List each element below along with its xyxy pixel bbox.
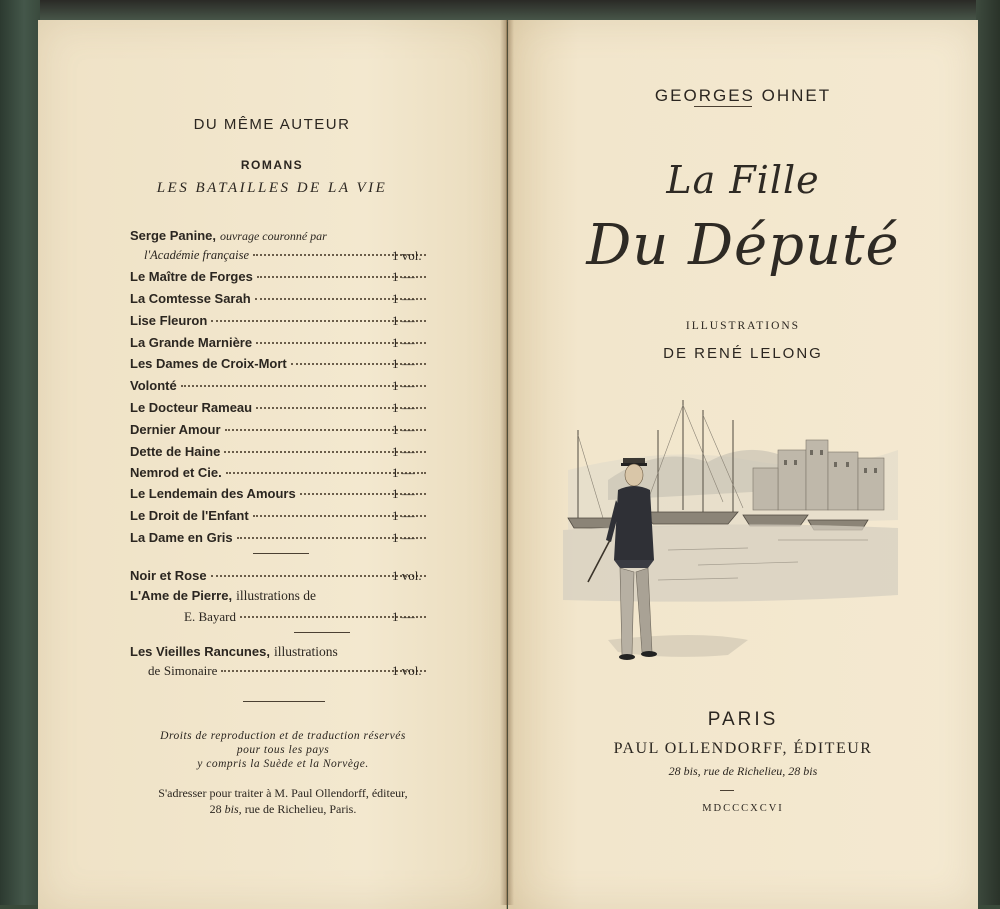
contact-line: S'adresser pour traiter à M. Paul Ollendorff, éditeur, — [158, 786, 408, 800]
author-name: GEORGES OHNET — [654, 86, 832, 105]
book-volumes: 1 — — [392, 291, 415, 306]
book-entry-ame-de-pierre — [130, 588, 430, 608]
divider — [253, 553, 309, 554]
book-title: La Comtesse Sarah — [130, 291, 251, 306]
book-volumes: 1 — — [392, 508, 415, 523]
contact-street: rue de Richelieu, Paris. — [244, 802, 357, 816]
book-title: Nemrod et Cie. — [130, 465, 222, 480]
section-romans: ROMANS — [240, 158, 304, 172]
book-entry — [130, 378, 430, 398]
book-note: illustrations de — [236, 588, 316, 603]
book-volumes: 1 — — [392, 378, 415, 393]
book-volumes: 1 — — [392, 313, 415, 328]
book-title: Le Docteur Rameau — [130, 400, 253, 415]
rights-notice — [98, 729, 468, 771]
rights-line: y compris la Suède et la Norvège. — [197, 758, 369, 770]
book-title: Lise Fleuron — [130, 313, 208, 328]
book-title: Dette de Haine — [130, 444, 221, 459]
leader-dots — [181, 385, 426, 387]
title-line-1: La Fille — [666, 158, 820, 202]
illustrator-name: Simonaire — [163, 663, 218, 678]
book-cover-right — [976, 0, 1000, 905]
book-volumes: 1 — — [392, 530, 415, 545]
book-note: l'Académie française — [144, 248, 250, 262]
book-volumes: 1 vol. — [392, 248, 422, 263]
book-title: Le Droit de l'Enfant — [130, 508, 249, 523]
book-entry — [130, 291, 430, 311]
publication-year: MDCCCXCVI — [702, 803, 784, 814]
book-entry — [130, 486, 430, 506]
book-entry — [130, 508, 430, 528]
book-entry — [130, 422, 430, 442]
book-entry-noir-et-rose — [130, 568, 430, 588]
book-note: illustrations — [273, 644, 338, 659]
book-entry — [130, 356, 430, 376]
right-page — [508, 20, 978, 909]
book-entry — [130, 530, 430, 550]
book-title: Noir et Rose — [130, 568, 207, 583]
contact-notice — [98, 785, 468, 817]
book-title: Volonté — [130, 378, 177, 393]
book-title: Le Maître de Forges — [130, 269, 253, 284]
book-entry — [130, 400, 430, 420]
book-entry — [130, 313, 430, 333]
book-volumes: 1 — — [392, 335, 415, 350]
book-title: Le Lendemain des Amours — [130, 486, 296, 501]
book-list — [38, 20, 506, 720]
publication-city: PARIS — [707, 709, 779, 730]
book-title: Les Dames de Croix-Mort — [130, 356, 287, 371]
contact-bis: bis, — [224, 802, 242, 816]
illustrations-label: ILLUSTRATIONS — [685, 320, 801, 332]
book-entry — [130, 465, 430, 485]
book-entry-serge-panine-line2 — [144, 248, 430, 268]
book-entry-serge-panine — [130, 228, 430, 248]
illustrator-credit: DE RENÉ LELONG — [663, 345, 823, 362]
book-title: Les Vieilles Rancunes, — [130, 644, 270, 659]
book-entry-vieilles-rancunes — [130, 644, 430, 664]
book-volumes: 1 — — [392, 486, 415, 501]
book-volumes: 1 vol. — [392, 663, 422, 678]
divider — [243, 701, 325, 702]
title-line-2: Du Député — [586, 213, 900, 278]
book-volumes: 1 — — [392, 609, 415, 624]
book-entry-ame-de-pierre-line2 — [184, 609, 430, 629]
book-volumes: 1 — — [392, 269, 415, 284]
book-title: Dernier Amour — [130, 422, 221, 437]
book-cover-left — [0, 0, 40, 905]
book-title: La Dame en Gris — [130, 530, 233, 545]
book-cover-top — [0, 0, 1000, 22]
divider — [294, 632, 350, 633]
series-title: LES BATAILLES DE LA VIE — [156, 180, 388, 196]
book-entry — [130, 335, 430, 355]
contact-line — [98, 801, 468, 817]
book-title: Serge Panine, — [130, 228, 216, 243]
book-title: L'Ame de Pierre, — [130, 588, 233, 603]
rights-line: pour tous les pays — [236, 744, 330, 756]
illustrator-name: E. Bayard — [184, 609, 236, 624]
rights-line: Droits de reproduction et de traduction réservés — [160, 730, 406, 742]
frontispiece-illustration — [548, 390, 908, 690]
book-entry-vieilles-rancunes-line2 — [148, 663, 430, 683]
book-title: La Grande Marnière — [130, 335, 253, 350]
same-author-heading: DU MÊME AUTEUR — [193, 116, 351, 133]
book-note: de — [148, 663, 161, 678]
contact-number: 28 — [209, 802, 222, 816]
book-volumes: 1 — — [392, 444, 415, 459]
left-page — [38, 20, 507, 909]
book-volumes: 1 — — [392, 356, 415, 371]
book-gutter — [500, 20, 514, 905]
book-volumes: 1 — — [392, 465, 415, 480]
book-entry — [130, 444, 430, 464]
book-note: ouvrage couronné par — [219, 229, 327, 243]
book-volumes: 1 — — [392, 400, 415, 415]
book-volumes: 1 — — [392, 422, 415, 437]
book-entry — [130, 269, 430, 289]
divider — [720, 790, 734, 791]
publisher-name: PAUL OLLENDORFF, ÉDITEUR — [613, 740, 873, 757]
publisher-address: 28 bis, rue de Richelieu, 28 bis — [668, 764, 818, 778]
book-volumes: 1 vol. — [392, 568, 422, 583]
divider — [694, 106, 752, 107]
